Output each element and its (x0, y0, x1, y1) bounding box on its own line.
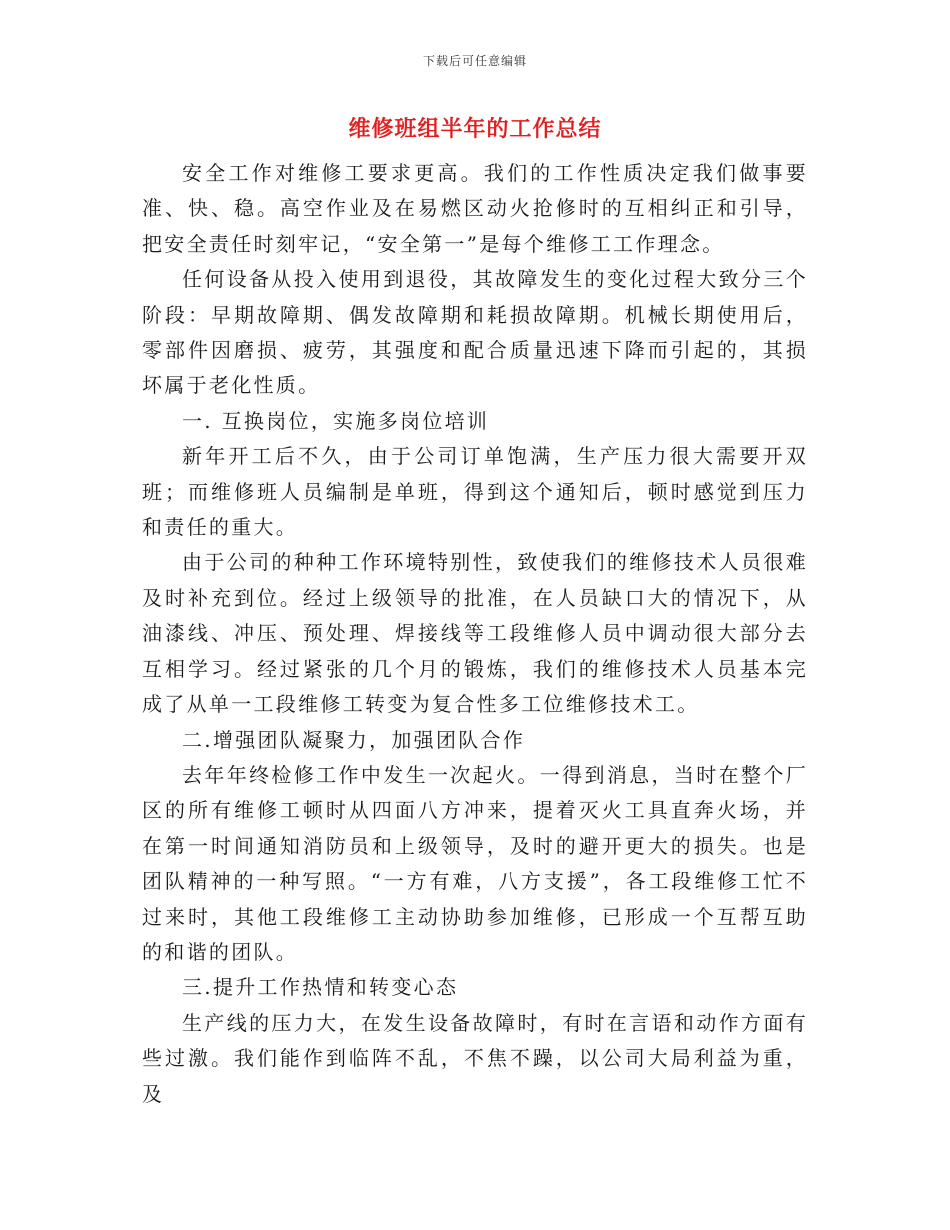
page-header: 下载后可任意编辑 (422, 54, 527, 68)
document-body (142, 156, 808, 1112)
section-heading-2: 二.增强团队凝聚力，加强团队合作 (182, 727, 526, 752)
paragraph-failure-stages: 任何设备从投入使用到退役，其故障发生的变化过程大致分三个阶段：早期故障期、偶发故障期和耗损故障期。机械长期使用后，零部件因磨损、疲劳，其强度和配合质量迅速下降而引起的，其损坏属于老化性质。 (142, 267, 808, 398)
paragraph-attitude: 生产线的压力大，在发生设备故障时，有时在言语和动作方面有些过激。我们能作到临阵不乱，不焦不躁，以公司大局利益为重，及 (142, 1010, 808, 1106)
section-heading-3: 三.提升工作热情和转变心态 (182, 975, 459, 1000)
paragraph-teamwork: 去年年终检修工作中发生一次起火。一得到消息，当时在整个厂区的所有维修工顿时从四面八方冲来，提着灭火工具直奔火场，并在第一时间通知消防员和上级领导，及时的避开更大的损失。也是团队精神的一种写照。“一方有难，八方支援”，各工段维修工忙不过来时，其他工段维修工主动协助参加维修，已形成一个互帮互助的和谐的团队。 (142, 762, 808, 964)
section-heading-1: 一. 互换岗位，实施多岗位培训 (182, 408, 490, 433)
paragraph-safety: 安全工作对维修工要求更高。我们的工作性质决定我们做事要准、快、稳。高空作业及在易燃区动火抢修时的互相纠正和引导，把安全责任时刻牢记，“安全第一”是每个维修工工作理念。 (142, 161, 808, 256)
document-title: 维修班组半年的工作总结 (348, 117, 602, 142)
paragraph-staff-training: 由于公司的种种工作环境特别性，致使我们的维修技术人员很难及时补充到位。经过上级领导的批准，在人员缺口大的情况下，从油漆线、冲压、预处理、焊接线等工段维修人员中调动很大部分去互相学习。经过紧张的几个月的锻炼，我们的维修技术人员基本完成了从单一工段维修工转变为复合性多工位维修技术工。 (142, 550, 808, 717)
paragraph-double-shift: 新年开工后不久，由于公司订单饱满，生产压力很大需要开双班；而维修班人员编制是单班，得到这个通知后，顿时感觉到压力和责任的重大。 (142, 444, 808, 540)
